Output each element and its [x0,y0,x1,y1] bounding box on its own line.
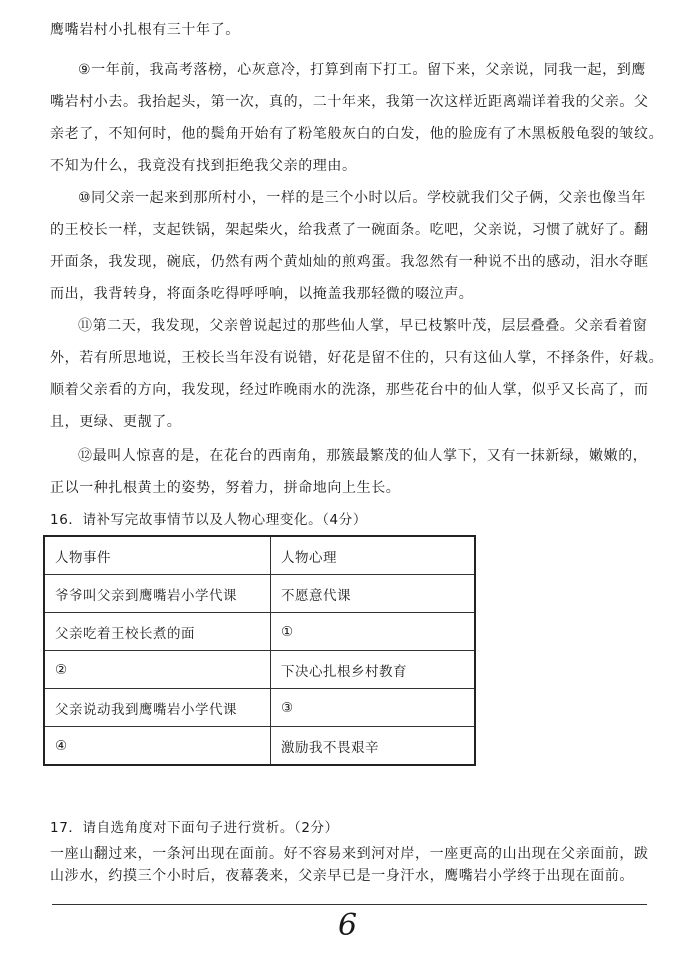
event-answer-blank[interactable]: ② [44,651,271,689]
question-17-line: 山涉水，约摸三个小时后，夜幕袭来，父亲早已是一身汗水，鹰嘴岩小学终于出现在面前。 [50,868,634,884]
mood-answer-blank[interactable]: ③ [271,689,476,727]
passage-line: 正以一种扎根黄土的姿势，努着力，拼命地向上生长。 [50,480,401,496]
mood-cell: 激励我不畏艰辛 [271,727,476,766]
answer-table [43,535,476,766]
table-row [44,727,475,766]
question-16-prompt: 16．请补写完故事情节以及人物心理变化。（4分） [50,512,367,528]
passage-line: 鹰嘴岩村小扎根有三十年了。 [50,22,240,38]
mood-answer-blank[interactable]: ① [271,613,476,651]
mood-cell: 不愿意代课 [271,575,476,613]
mood-cell: 下决心扎根乡村教育 [271,651,476,689]
passage-line: 外，若有所思地说，王校长当年没有说错，好花是留不住的，只有这仙人掌，不择条件，好栽。 [50,350,664,366]
table-header-cell: 人物事件 [44,536,271,575]
passage-line: 不知为什么，我竟没有找到拒绝我父亲的理由。 [50,158,357,174]
event-cell: 父亲吃着王校长煮的面 [44,613,271,651]
passage-line: 开面条，我发现，碗底，仍然有两个黄灿灿的煎鸡蛋。我忽然有一种说不出的感动，泪水夺眶 [50,254,649,270]
question-17-prompt: 17．请自选角度对下面句子进行赏析。（2分） [50,820,339,836]
question-17-line: 一座山翻过来，一条河出现在面前。好不容易来到河对岸，一座更高的山出现在父亲面前，跋 [50,846,649,862]
passage-line: ⑪第二天，我发现，父亲曾说起过的那些仙人掌，早已枝繁叶茂，层层叠叠。父亲看着窗 [78,318,648,334]
event-cell: 爷爷叫父亲到鹰嘴岩小学代课 [44,575,271,613]
table-row [44,651,475,689]
table-row [44,689,475,727]
passage-line: 顺着父亲看的方向，我发现，经过昨晚雨水的洗涤，那些花台中的仙人掌，似乎又长高了，而 [50,382,649,398]
passage-line: 且，更绿、更靓了。 [50,414,182,430]
table-row [44,613,475,651]
passage-line: 而出，我背转身，将面条吃得呼呼响，以掩盖我那轻微的啜泣声。 [50,286,474,302]
passage-line: ⑨一年前，我高考落榜，心灰意冷，打算到南下打工。留下来，父亲说，同我一起，到鹰 [78,62,646,78]
passage-line: 亲老了，不知何时，他的鬓角开始有了粉笔般灰白的白发，他的脸庞有了木黑板般龟裂的皱纹。 [50,126,664,142]
event-answer-blank[interactable]: ④ [44,727,271,766]
table-header-row [44,536,475,575]
table-header-cell: 人物心理 [271,536,476,575]
passage-line: ⑩同父亲一起来到那所村小，一样的是三个小时以后。学校就我们父子俩，父亲也像当年 [78,190,646,206]
passage-line: ⑫最叫人惊喜的是，在花台的西南角，那簇最繁茂的仙人掌下，又有一抹新绿，嫩嫩的， [78,448,648,464]
passage-line: 的王校长一样，支起铁锅，架起柴火，给我煮了一碗面条。吃吧，父亲说，习惯了就好了。翻 [50,222,649,238]
passage-line: 嘴岩村小去。我抬起头，第一次，真的，二十年来，我第一次这样近距离端详着我的父亲。父 [50,94,649,110]
footer-divider [52,904,647,905]
table-row [44,575,475,613]
event-cell: 父亲说动我到鹰嘴岩小学代课 [44,689,271,727]
page-number: 6 [338,908,358,943]
